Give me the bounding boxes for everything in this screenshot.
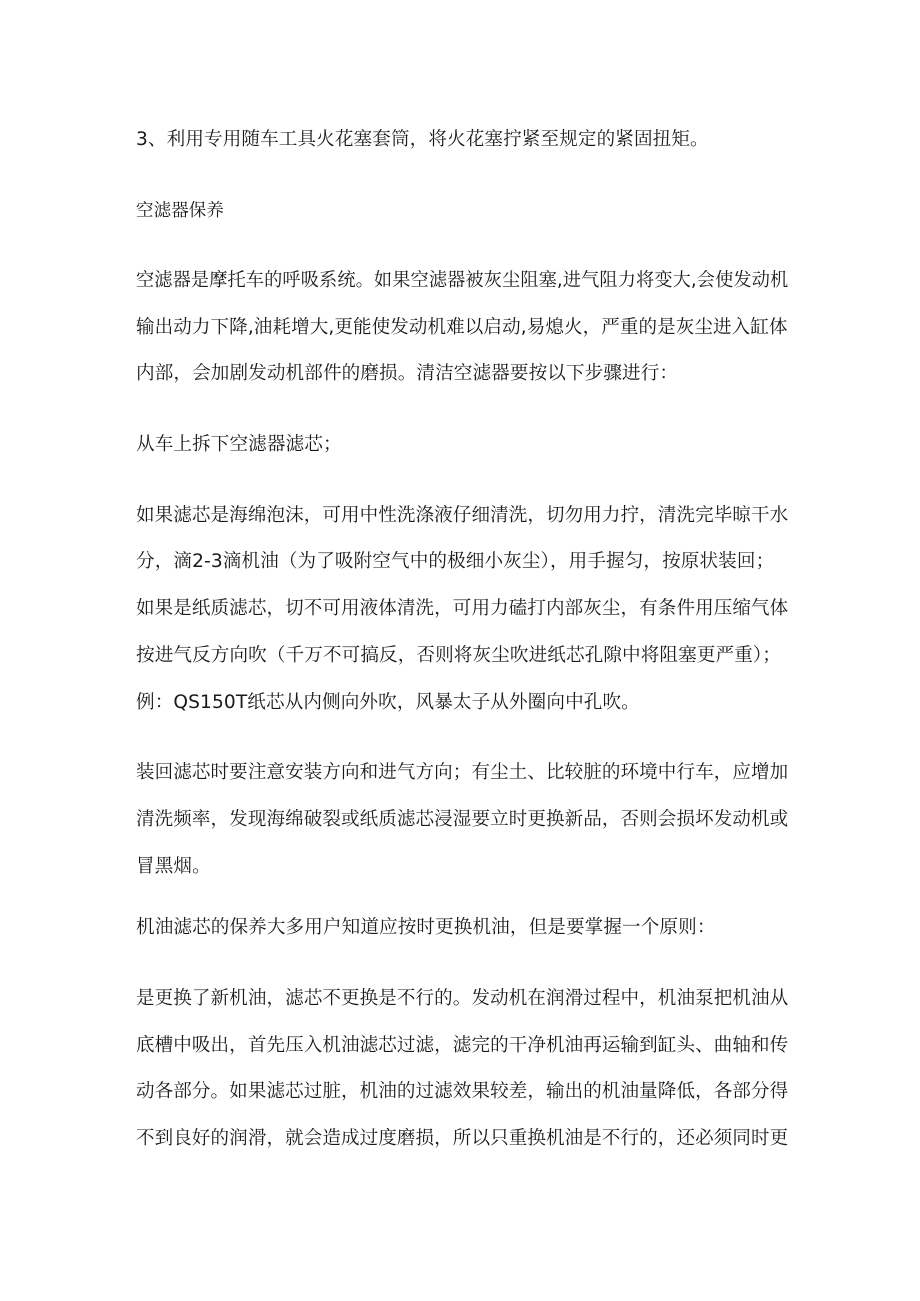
paragraph-line: 是更换了新机油，滤芯不更换是不行的。发动机在润滑过程中，机油泵把机油从 <box>136 988 789 1009</box>
paragraph-line: 不到良好的润滑，就会造成过度磨损，所以只重换机油是不行的，还必须同时更 <box>136 1128 789 1149</box>
paragraph-line: 按进气反方向吹（千万不可搞反，否则将灰尘吹进纸芯孔隙中将阻塞更严重）； <box>136 645 781 666</box>
paragraph-line: 机油滤芯的保养大多用户知道应按时更换机油，但是要掌握一个原则： <box>136 917 716 938</box>
section-heading-air-filter: 空滤器保养 <box>136 201 224 221</box>
paragraph-line: 内部，会加剧发动机部件的磨损。清洁空滤器要按以下步骤进行： <box>136 363 679 384</box>
paragraph-line: 如果滤芯是海绵泡沫，可用中性洗涤液仔细清洗，切勿用力拧，清洗完毕晾干水 <box>136 505 789 526</box>
paragraph-line: 如果是纸质滤芯，切不可用液体清洗，可用力磕打内部灰尘，有条件用压缩气体 <box>136 598 789 619</box>
paragraph-line: 输出动力下降,油耗增大,更能使发动机难以启动,易熄火，严重的是灰尘进入缸体 <box>136 317 788 338</box>
paragraph-line: 冒黑烟。 <box>136 856 211 877</box>
paragraph-line: 从车上拆下空滤器滤芯； <box>136 434 342 455</box>
paragraph-line: 动各部分。如果滤芯过脏，机油的过滤效果较差，输出的机油量降低，各部分得 <box>136 1081 789 1102</box>
step-3-line: 3、利用专用随车工具火花塞套筒，将火花塞拧紧至规定的紧固扭矩。 <box>136 129 709 150</box>
paragraph-line: 分，滴2-3滴机油（为了吸附空气中的极细小灰尘），用手握匀，按原状装回； <box>136 551 775 572</box>
paragraph-line: 例：QS150T纸芯从内侧向外吹，风暴太子从外圈向中孔吹。 <box>136 692 640 713</box>
paragraph-line: 空滤器是摩托车的呼吸系统。如果空滤器被灰尘阻塞,进气阻力将变大,会使发动机 <box>136 270 789 291</box>
paragraph-line: 底槽中吸出，首先压入机油滤芯过滤，滤完的干净机油再运输到缸头、曲轴和传 <box>136 1035 789 1056</box>
paragraph-line: 清洗频率，发现海绵破裂或纸质滤芯浸湿要立时更换新品，否则会损坏发动机或 <box>136 809 789 830</box>
paragraph-line: 装回滤芯时要注意安装方向和进气方向；有尘土、比较脏的环境中行车，应增加 <box>136 762 789 783</box>
